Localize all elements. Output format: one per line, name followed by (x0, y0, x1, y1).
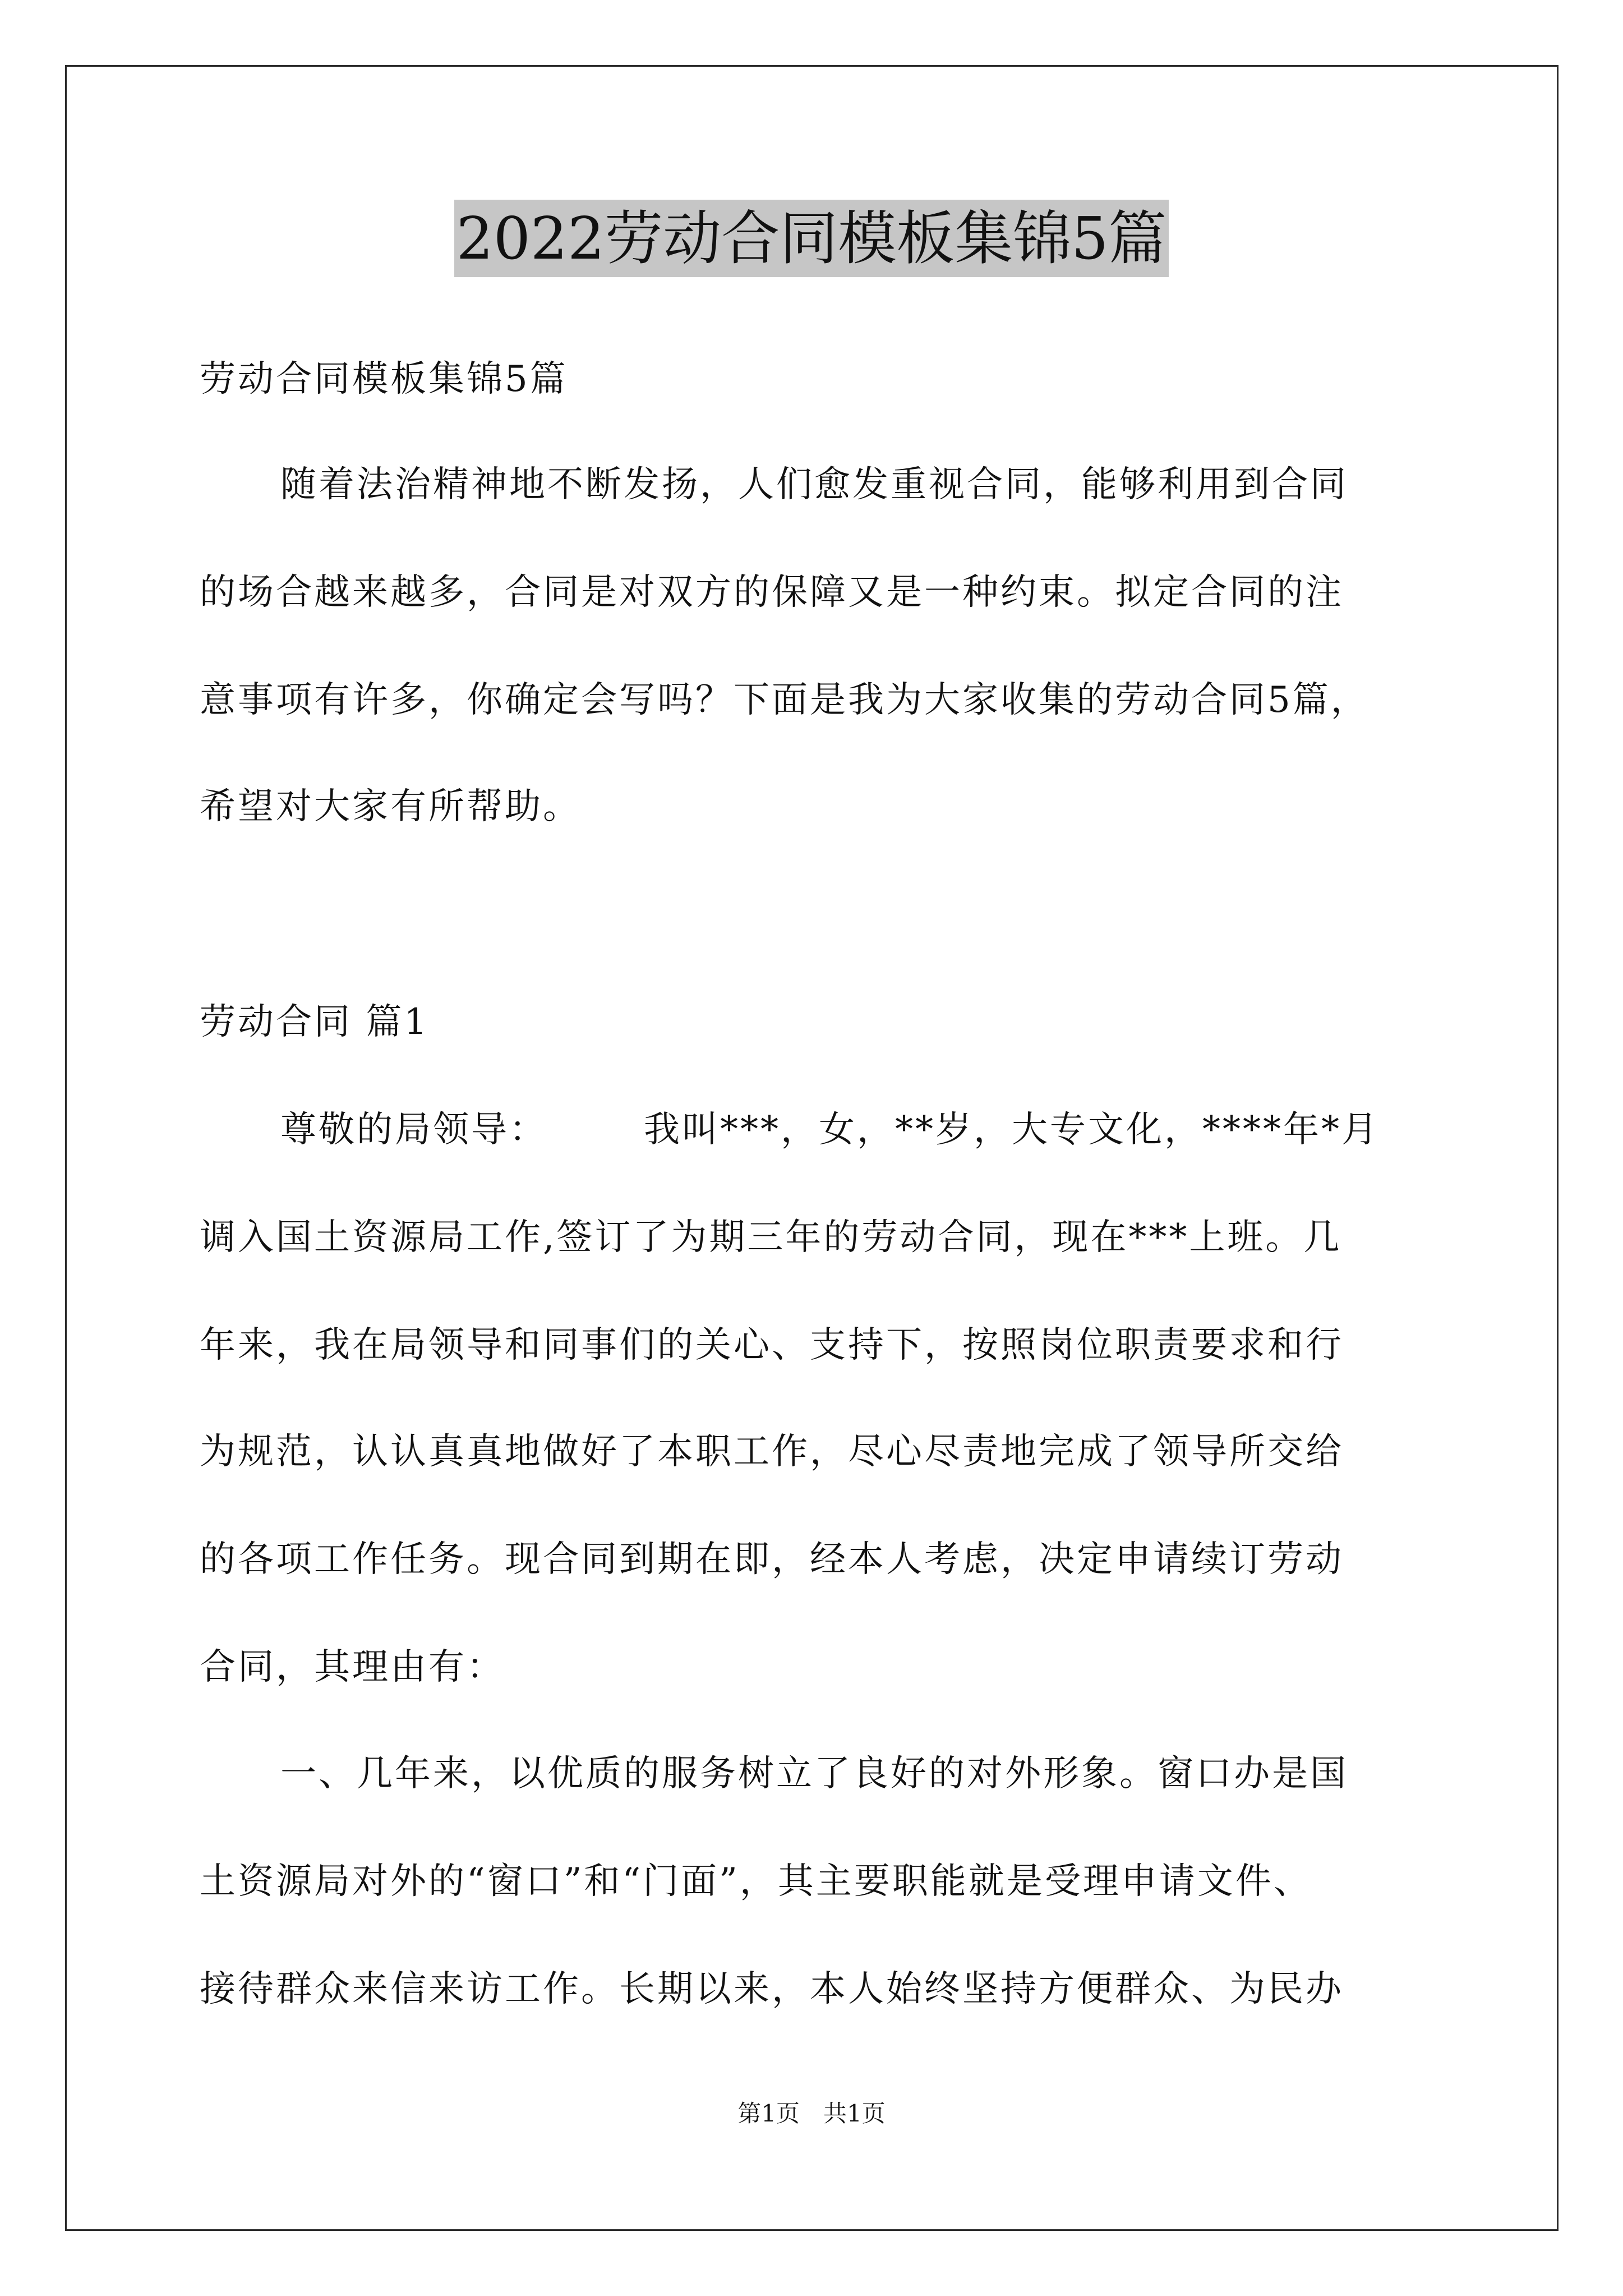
body-line: 土资源局对外的“窗口”和“门面”，其主要职能就是受理申请文件、 (200, 1861, 1312, 1902)
intro-line: 意事项有许多，你确定会写吗？下面是我为大家收集的劳动合同5篇， (200, 679, 1369, 721)
document-title (0, 202, 1623, 275)
document-title-text: 2022劳动合同模板集锦5篇 (454, 200, 1169, 277)
body-line: 为规范，认认真真地做好了本职工作，尽心尽责地完成了领导所交给 (200, 1431, 1344, 1473)
body-line: 一、几年来，以优质的服务树立了良好的对外形象。窗口办是国 (280, 1753, 1348, 1795)
body-line: 接待群众来信来访工作。长期以来，本人始终坚持方便群众、为民办 (200, 1968, 1344, 2010)
subtitle: 劳动合同模板集锦5篇 (200, 358, 568, 400)
section-heading: 劳动合同 篇1 (200, 1001, 430, 1043)
intro-line: 希望对大家有所帮助。 (200, 786, 581, 827)
body-line: 调入国土资源局工作,签订了为期三年的劳动合同，现在***上班。几 (200, 1217, 1342, 1258)
body-line: 尊敬的局领导： 我叫***，女，**岁，大专文化，****年*月 (280, 1109, 1380, 1151)
page-footer: 第1页 共1页 (737, 2100, 886, 2127)
intro-line: 的场合越来越多，合同是对双方的保障又是一种约束。拟定合同的注 (200, 572, 1344, 613)
body-line: 合同，其理由有： (200, 1646, 505, 1688)
intro-line: 随着法治精神地不断发扬，人们愈发重视合同，能够利用到合同 (280, 464, 1348, 505)
body-line: 年来，我在局领导和同事们的关心、支持下，按照岗位职责要求和行 (200, 1324, 1344, 1366)
body-line: 的各项工作任务。现合同到期在即，经本人考虑，决定申请续订劳动 (200, 1539, 1344, 1580)
